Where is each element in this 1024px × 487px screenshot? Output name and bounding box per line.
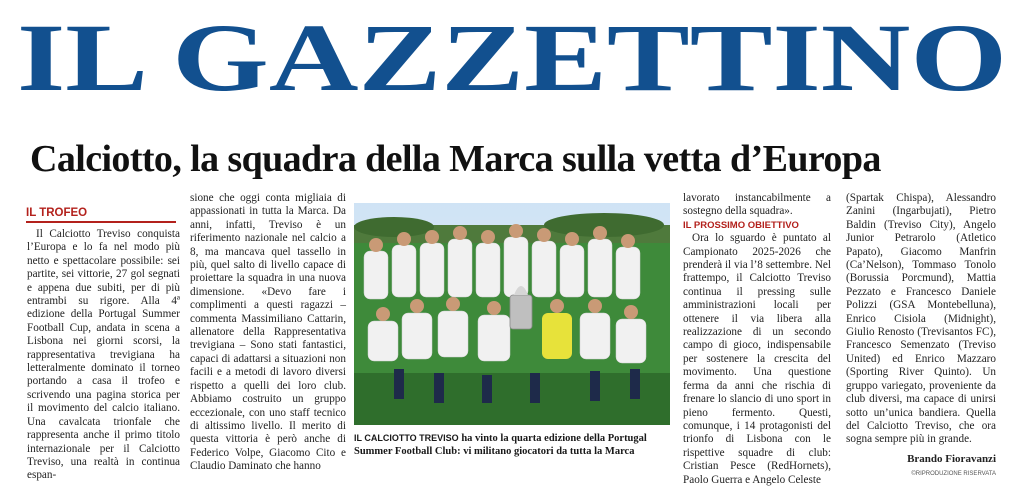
headline: Calciotto, la squadra della Marca sulla vetta d’Europa [30, 138, 881, 180]
subhead: IL PROSSIMO OBIETTIVO [683, 219, 799, 231]
article-paragraph: Ora lo sguardo è puntato al Campionato 2025-2026 che prenderà il via l’8 settembre. Nel frattempo, il Calciotto Treviso continua il pressing sulle amministrazioni locali per ottenere il via libera alla realizzazione di un secondo campo di gioco, indispensabile per sostenere la crescita del movimento. Una questione ferma da anni che rischia di frenare lo slancio di uno sport in pieno fermento. Questi, comunque, i 14 protagonisti del trionfo di Lisbona con le rispettive squadre di club: Cristian Pesce (RedHornets), Paolo Guerra e Angelo Celeste [683, 232, 831, 486]
article-column-2 [190, 192, 346, 474]
section-tag: IL TROFEO [26, 207, 176, 223]
article-column-4 [846, 192, 996, 482]
masthead [0, 10, 1024, 100]
team-photo-image [354, 203, 670, 425]
article-paragraph: lavorato instancabilmente a sostegno della squadra». [683, 192, 831, 218]
article-paragraph: Il Calciotto Treviso conquista l’Europa e lo fa nel modo più netto e spettacolare possibile: sei partite, sei vittorie, 27 gol segnati e appena due subiti, per di più entrambi su rigore. Alla 4ª edizione della Portugal Summer Football Cup, andata in scena a Lisbona nei giorni scorsi, la rappresentativa trevigiana ha letteralmente dominato il torneo portando a casa il trofeo e scrivendo una pagina storica per il movimento del calcio italiano. Una cavalcata trionfale che rappresenta anche il primo titolo internazionale per il Calciotto Treviso, una realtà in continua espan- [27, 228, 180, 482]
masthead-logo [0, 10, 1024, 100]
byline: Brando Fioravanzi [907, 452, 996, 465]
caption-lead: IL CALCIOTTO TREVISO [354, 433, 459, 443]
article-paragraph: (Spartak Chispa), Alessandro Zanini (Ingarbujati), Pietro Baldin (Treviso City), Angelo Junior Petrarolo (Atletico Papato), Giacomo Manfrin (Ca’Nelson), Tommaso Tonolo (Borussia Porcmund), Mattia Pezzato e Francesco Daniele Polizzi (GSA Montebelluna), Enrico Cisiola (Midnight), Giulio Renosto (Trevisantos FC), Francesco Semenzato (Treviso United) ed Enrico Mazzaro (Sporting River Quinto). Un gruppo variegato, proveniente da club diversi, ma capace di unirsi sotto un’unica bandiera. Quella del Calciotto Treviso, che ora sogna sempre più in grande. [846, 192, 996, 446]
team-photo [354, 203, 670, 425]
article-column-1 [27, 228, 180, 483]
article-column-3 [683, 192, 831, 487]
masthead-title: IL GAZZETTINO [17, 10, 1007, 100]
photo-caption [354, 432, 672, 458]
caption-text: ha vinto la quarta edizione della Portugal Summer Football Club: vi militano giocatori da tutta la Marca [354, 433, 647, 457]
copyright-notice: ©RIPRODUZIONE RISERVATA [911, 471, 996, 478]
article-paragraph: sione che oggi conta migliaia di appassionati in tutta la Marca. Da anni, infatti, Treviso è un riferimento nazionale nel calcio a 8, ma mancava quel tassello in più, quel salto di livello capace di proiettare la squadra in una nuova dimensione. «Devo fare i complimenti a questi ragazzi – commenta Massimiliano Cattarin, allenatore della Rappresentativa trevigiana – Sono stati fantastici, capaci di adattarsi a situazioni non facili e a metodi di lavoro diversi rispetto a quelli dei loro club. Abbiamo costruito un gruppo eccezionale, con uno staff tecnico di altissimo livello. Il merito di questa vittoria è però anche di Federico Volpe, Giacomo Cito e Claudio Daminato che hanno [190, 192, 346, 473]
